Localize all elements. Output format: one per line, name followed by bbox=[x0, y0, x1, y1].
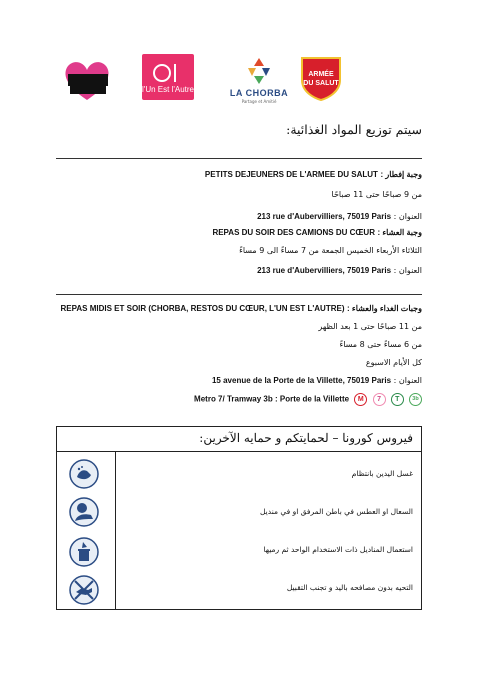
dinner-address: 213 rue d'Aubervilliers, 75019 Paris bbox=[257, 266, 392, 275]
covid-header bbox=[57, 427, 421, 452]
svg-text:ARMÉE: ARMÉE bbox=[308, 71, 334, 78]
logo-bar bbox=[0, 52, 480, 112]
dinner-heading bbox=[212, 228, 422, 237]
breakfast-heading bbox=[205, 170, 422, 179]
no-handshake-icon bbox=[69, 575, 99, 605]
breakfast-name: PETITS DEJEUNERS DE L'ARMEE DU SALUT bbox=[204, 170, 378, 179]
covid-table-column-divider bbox=[115, 451, 116, 609]
breakfast-address-label: العنوان : bbox=[393, 212, 422, 221]
lunch-hours: من 11 صباحًا حتى 1 بعد الظهر bbox=[318, 322, 422, 331]
tram-badge-3b: 3b bbox=[409, 393, 422, 406]
dinner-address-row bbox=[257, 266, 422, 275]
lunch-address-label: العنوان : bbox=[393, 376, 422, 385]
dinner-hours: الثلاثاء الأربعاء الخميس الجمعة من 7 مساءً الى 9 مساءً bbox=[239, 246, 422, 255]
armee-du-salut-logo bbox=[298, 54, 344, 102]
covid-row-2-text: السعال او العطس في باطن المرفق او في منديل bbox=[260, 507, 413, 516]
lunch-address-row bbox=[212, 376, 422, 385]
covid-row-1-text: غسل اليدين بانتظام bbox=[351, 469, 413, 478]
days-text: كل الأيام الاسبوع bbox=[365, 358, 422, 367]
la-chorba-text: LA CHORBA bbox=[229, 88, 289, 98]
page-title: سيتم توزيع المواد الغذائية: bbox=[286, 122, 422, 137]
breakfast-label: وجبة إفطار : bbox=[380, 170, 422, 179]
tram-badge-t: T bbox=[391, 393, 404, 406]
svg-text:DU SALUT: DU SALUT bbox=[303, 80, 339, 87]
dinner-label: وجبة العشاء : bbox=[377, 228, 422, 237]
hand-washing-icon bbox=[69, 459, 99, 489]
breakfast-address: 213 rue d'Aubervilliers, 75019 Paris bbox=[257, 212, 392, 221]
divider-2 bbox=[56, 294, 422, 295]
lunch-address: 15 avenue de la Porte de la Villette, 75019 Paris bbox=[211, 376, 392, 385]
dinner-address-label: العنوان : bbox=[393, 266, 422, 275]
covid-row-4-text: التحيه بدون مصافحه باليد و تجنب التقبيل bbox=[286, 583, 413, 592]
restos-du-coeur-logo bbox=[60, 58, 114, 104]
breakfast-hours: من 9 صباحًا حتى 11 صباحًا bbox=[331, 190, 422, 199]
breakfast-address-row bbox=[257, 212, 422, 221]
la-chorba-subtitle: Partage et Amitié bbox=[241, 99, 277, 104]
sneeze-elbow-icon bbox=[69, 497, 99, 527]
dinner-name: REPAS DU SOIR DES CAMIONS DU CŒUR bbox=[212, 228, 375, 237]
la-chorba-logo bbox=[228, 56, 290, 108]
metro-badge-7: 7 bbox=[373, 393, 386, 406]
divider-1 bbox=[56, 158, 422, 159]
lunch-dinner-name: REPAS MIDIS ET SOIR (CHORBA, RESTOS DU CŒUR, L'UN EST L'AUTRE) bbox=[60, 304, 345, 313]
covid-row-3-text: استعمال المناديل ذات الاستخدام الواحد ثم رميها bbox=[263, 545, 413, 554]
lunch-dinner-heading bbox=[61, 304, 422, 313]
metro-row bbox=[194, 393, 422, 406]
covid-table bbox=[56, 426, 422, 610]
lunch-dinner-label: وجبات الغداء والعشاء : bbox=[347, 304, 422, 313]
metro-badge-m: M bbox=[354, 393, 367, 406]
metro-text: Metro 7/ Tramway 3b : Porte de la Villette bbox=[194, 394, 350, 404]
dinner-hours-2: من 6 مساءً حتى 8 مساءً bbox=[339, 340, 422, 349]
un-est-lautre-text: l'Un Est l'Autre bbox=[142, 85, 194, 94]
covid-header-text: فيروس كورونا – لحمايتكم و حمايه الآخرين: bbox=[199, 431, 413, 445]
tissue-disposal-icon bbox=[69, 537, 99, 567]
un-est-lautre-logo bbox=[142, 54, 194, 100]
